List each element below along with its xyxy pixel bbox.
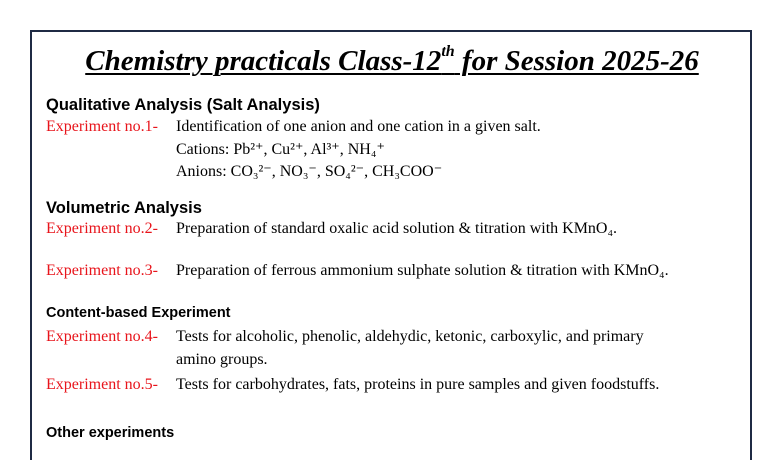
section-heading-qualitative: Qualitative Analysis (Salt Analysis) [46,96,320,114]
section-heading-other: Other experiments [46,425,175,441]
experiment-4-text-cont: amino groups. [176,351,268,368]
experiment-1-cations: Cations: Pb²⁺, Cu²⁺, Al³⁺, NH₄⁺ [176,141,385,158]
page-title: Chemistry practicals Class-12th for Session 2025-26 [85,43,699,77]
experiment-5-text: Tests for carbohydrates, fats, proteins in pure samples and given foodstuffs. [176,376,660,393]
section-heading-content-based: Content-based Experiment [46,305,231,321]
experiment-2-label: Experiment no.2- [46,220,158,237]
experiment-3-text: Preparation of ferrous ammonium sulphate solution & titration with KMnO₄. [176,262,669,279]
experiment-4-label: Experiment no.4- [46,328,158,345]
experiment-3-label: Experiment no.3- [46,262,158,279]
experiment-4-text: Tests for alcoholic, phenolic, aldehydic, ketonic, carboxylic, and primary [176,328,644,345]
section-heading-volumetric: Volumetric Analysis [46,199,202,217]
experiment-1-text: Identification of one anion and one cation in a given salt. [176,118,541,135]
page-border [30,30,752,460]
experiment-1-label: Experiment no.1- [46,118,158,135]
experiment-5-label: Experiment no.5- [46,376,158,393]
experiment-1-anions: Anions: CO₃²⁻, NO₃⁻, SO₄²⁻, CH₃COO⁻ [176,163,443,180]
experiment-2-text: Preparation of standard oxalic acid solution & titration with KMnO₄. [176,220,618,237]
title-superscript: th [441,43,455,60]
